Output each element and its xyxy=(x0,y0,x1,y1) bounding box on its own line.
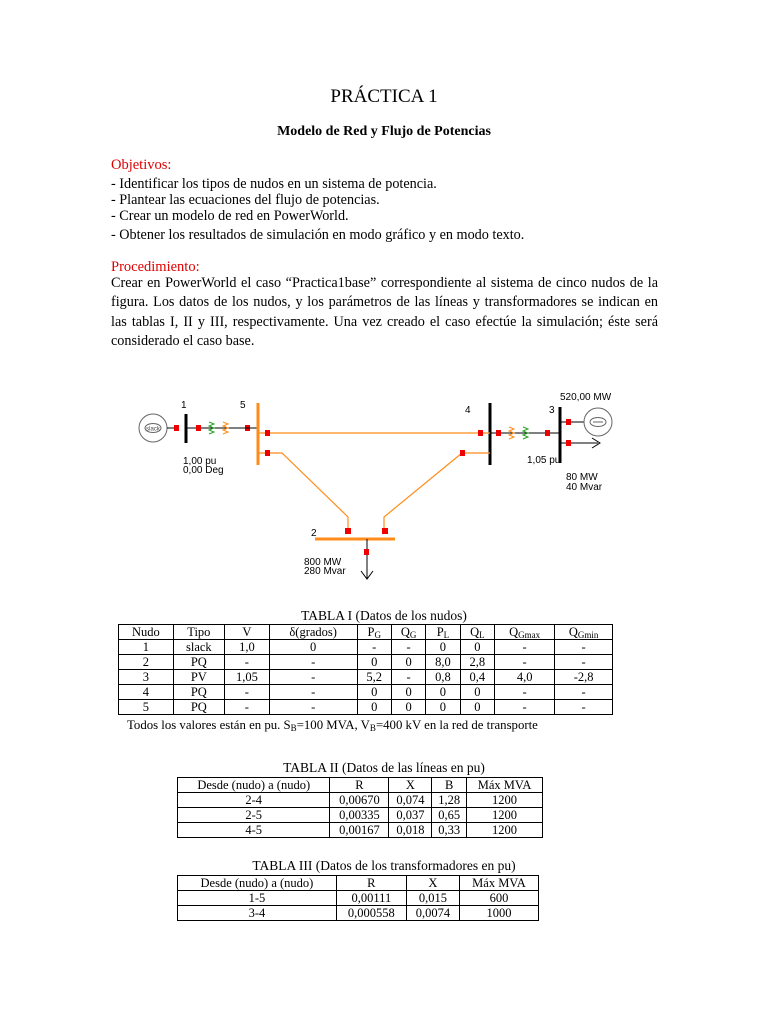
table-cell: 1,28 xyxy=(432,793,467,808)
load3-mw: 80 MW xyxy=(566,472,598,483)
table-cell: -2,8 xyxy=(555,670,613,685)
table-cell: 0 xyxy=(426,640,460,655)
table-cell: 0 xyxy=(357,685,391,700)
table-header: Tipo xyxy=(173,625,224,640)
table-cell: 0 xyxy=(460,685,494,700)
table-cell: 600 xyxy=(459,891,538,906)
table-cell: - xyxy=(269,670,357,685)
breaker-2-4 xyxy=(382,528,388,534)
table-header: $Q_{Gmax}$ xyxy=(495,625,555,640)
table-cell: - xyxy=(224,655,269,670)
objectives-heading: Objetivos: xyxy=(111,157,172,173)
load3-mvar: 40 Mvar xyxy=(566,482,603,493)
table-cell: 2 xyxy=(119,655,174,670)
table-cell: 8,0 xyxy=(426,655,460,670)
table-cell: 0,4 xyxy=(460,670,494,685)
procedure-text: Crear en PowerWorld el caso “Practica1base” correspondiente al sistema de cinco nudos de la figura. Los datos de los nudos, y los parámetros de las líneas y transformadores se indican en las tablas I, II y III, respectivamente. Una vez creado el caso efectúe la simulación; éste será considerado el caso base. xyxy=(111,275,658,349)
table-cell: - xyxy=(269,700,357,715)
table-cell: - xyxy=(555,700,613,715)
breaker-5-4a xyxy=(265,430,270,436)
table-cell: 0 xyxy=(269,640,357,655)
table-cell: 0 xyxy=(426,700,460,715)
breaker-4-3b xyxy=(545,430,550,436)
breaker-load-2 xyxy=(364,549,369,555)
table-cell: - xyxy=(555,655,613,670)
generator-1-icon xyxy=(139,414,167,442)
table-cell: 0,00167 xyxy=(330,823,389,838)
table-header: $Q_{Gmin}$ xyxy=(555,625,613,640)
bus-label-2: 2 xyxy=(311,528,317,539)
table-cell: 0 xyxy=(357,655,391,670)
table-lineas xyxy=(177,777,543,838)
table-header: Máx MVA xyxy=(459,876,538,891)
table-cell: - xyxy=(224,685,269,700)
table-cell: 1,05 xyxy=(224,670,269,685)
table-cell: PV xyxy=(173,670,224,685)
table-header: $Q_L$ xyxy=(460,625,494,640)
table-row xyxy=(178,891,539,906)
table-transformadores xyxy=(177,875,539,921)
table-cell: - xyxy=(495,655,555,670)
table-cell: 0,000558 xyxy=(336,906,406,921)
table1-caption: TABLA I (Datos de los nudos) xyxy=(301,608,467,623)
table-header: $P_G$ xyxy=(357,625,391,640)
table2-caption: TABLA II (Datos de las líneas en pu) xyxy=(283,760,485,775)
table-cell: 0 xyxy=(426,685,460,700)
table-cell: 0,0074 xyxy=(406,906,459,921)
table-row xyxy=(178,823,543,838)
bus-label-5: 5 xyxy=(240,400,246,411)
table-header: X xyxy=(406,876,459,891)
power-system-diagram xyxy=(120,385,640,590)
table-header: R xyxy=(330,778,389,793)
breaker-load-3 xyxy=(566,440,571,446)
table-cell: 1-5 xyxy=(178,891,337,906)
table-row xyxy=(119,670,613,685)
table-cell: - xyxy=(269,655,357,670)
table-cell: 0 xyxy=(357,700,391,715)
table-header: $P_L$ xyxy=(426,625,460,640)
table-header-row xyxy=(178,876,539,891)
table-cell: 0,037 xyxy=(389,808,432,823)
table-header: Desde (nudo) a (nudo) xyxy=(178,876,337,891)
objective-item: - Crear un modelo de red en PowerWorld. xyxy=(111,208,349,224)
table-row xyxy=(119,640,613,655)
objective-item: - Identificar los tipos de nudos en un sistema de potencia. xyxy=(111,176,437,192)
bus-label-3: 3 xyxy=(549,405,555,416)
bus-label-4: 4 xyxy=(465,405,471,416)
table-cell: 2,8 xyxy=(460,655,494,670)
line-2-4 xyxy=(384,453,490,533)
bus1-angle: 0,00 Deg xyxy=(183,465,224,476)
breaker-5-4b xyxy=(478,430,483,436)
table-cell: - xyxy=(269,685,357,700)
table-cell: 0 xyxy=(460,700,494,715)
table-cell: 1200 xyxy=(467,793,543,808)
table-cell: 0,33 xyxy=(432,823,467,838)
table1-note: Todos los valores están en pu. $S_B=100$ MVA, $V_B=400$ kV en la red de transporte xyxy=(127,718,538,733)
slack-label: slack xyxy=(146,426,160,433)
objective-item: - Plantear las ecuaciones del flujo de potencias. xyxy=(111,192,380,208)
table-cell: - xyxy=(391,640,425,655)
table-cell: 0,8 xyxy=(426,670,460,685)
load2-mw: 800 MW xyxy=(304,557,342,568)
table-header: X xyxy=(389,778,432,793)
table-cell: - xyxy=(555,685,613,700)
table-cell: 0,015 xyxy=(406,891,459,906)
table-cell: 0,018 xyxy=(389,823,432,838)
breaker-1-5a xyxy=(196,425,201,431)
table-cell: 0,074 xyxy=(389,793,432,808)
bus3-voltage: 1,05 pu xyxy=(527,455,561,466)
table-cell: - xyxy=(357,640,391,655)
table-row xyxy=(178,793,543,808)
table-cell: 5,2 xyxy=(357,670,391,685)
table-cell: - xyxy=(224,700,269,715)
page-subtitle: Modelo de Red y Flujo de Potencias xyxy=(277,124,491,139)
table-cell: 0,00335 xyxy=(330,808,389,823)
table-cell: slack xyxy=(173,640,224,655)
table-cell: 0,00111 xyxy=(336,891,406,906)
table-cell: PQ xyxy=(173,655,224,670)
table-cell: 1200 xyxy=(467,823,543,838)
line-2-5 xyxy=(258,453,348,533)
table-cell: 0 xyxy=(391,685,425,700)
table-row xyxy=(178,808,543,823)
table-header: Desde (nudo) a (nudo) xyxy=(178,778,330,793)
table-cell: 2-4 xyxy=(178,793,330,808)
generator-3-icon xyxy=(584,408,612,436)
table-row xyxy=(119,700,613,715)
breaker-gen1 xyxy=(174,425,179,431)
table-cell: PQ xyxy=(173,685,224,700)
table-cell: 4,0 xyxy=(495,670,555,685)
table-cell: - xyxy=(495,640,555,655)
bus-label-1: 1 xyxy=(181,400,187,411)
table-nudos xyxy=(118,624,613,715)
page-title: PRÁCTICA 1 xyxy=(330,86,438,107)
table-cell: 1200 xyxy=(467,808,543,823)
table-cell: 1000 xyxy=(459,906,538,921)
table-cell: 0 xyxy=(391,655,425,670)
breaker-4-3a xyxy=(496,430,501,436)
table-cell: - xyxy=(495,685,555,700)
table-cell: - xyxy=(555,640,613,655)
breaker-4-2a xyxy=(460,450,465,456)
table-header: Nudo xyxy=(119,625,174,640)
table-cell: - xyxy=(495,700,555,715)
table-cell: 5 xyxy=(119,700,174,715)
table3-caption: TABLA III (Datos de los transformadores en pu) xyxy=(252,858,516,873)
bus1-voltage: 1,00 pu xyxy=(183,456,217,467)
table-cell: 4 xyxy=(119,685,174,700)
table-cell: 4-5 xyxy=(178,823,330,838)
table-row xyxy=(178,906,539,921)
table-row xyxy=(119,685,613,700)
table-cell: 1,0 xyxy=(224,640,269,655)
table-header-row xyxy=(178,778,543,793)
table-header-row xyxy=(119,625,613,640)
table-cell: 0 xyxy=(391,700,425,715)
table-header: δ(grados) xyxy=(269,625,357,640)
table-row xyxy=(119,655,613,670)
table-cell: 2-5 xyxy=(178,808,330,823)
breaker-2-5 xyxy=(345,528,351,534)
table-header: B xyxy=(432,778,467,793)
table-cell: 3-4 xyxy=(178,906,337,921)
breaker-5-2a xyxy=(265,450,270,456)
table-header: R xyxy=(336,876,406,891)
load2-mvar: 280 Mvar xyxy=(304,566,346,577)
table-cell: - xyxy=(391,670,425,685)
objective-item: - Obtener los resultados de simulación en modo gráfico y en modo texto. xyxy=(111,227,525,243)
table-cell: PQ xyxy=(173,700,224,715)
table-cell: 1 xyxy=(119,640,174,655)
table-header: $Q_G$ xyxy=(391,625,425,640)
table-cell: 3 xyxy=(119,670,174,685)
table-header: Máx MVA xyxy=(467,778,543,793)
breaker-gen3 xyxy=(566,419,571,425)
procedure-heading: Procedimiento: xyxy=(111,259,200,275)
table-header: V xyxy=(224,625,269,640)
table-cell: 0,00670 xyxy=(330,793,389,808)
gen3-output: 520,00 MW xyxy=(560,392,612,403)
table-cell: 0 xyxy=(460,640,494,655)
table-cell: 0,65 xyxy=(432,808,467,823)
